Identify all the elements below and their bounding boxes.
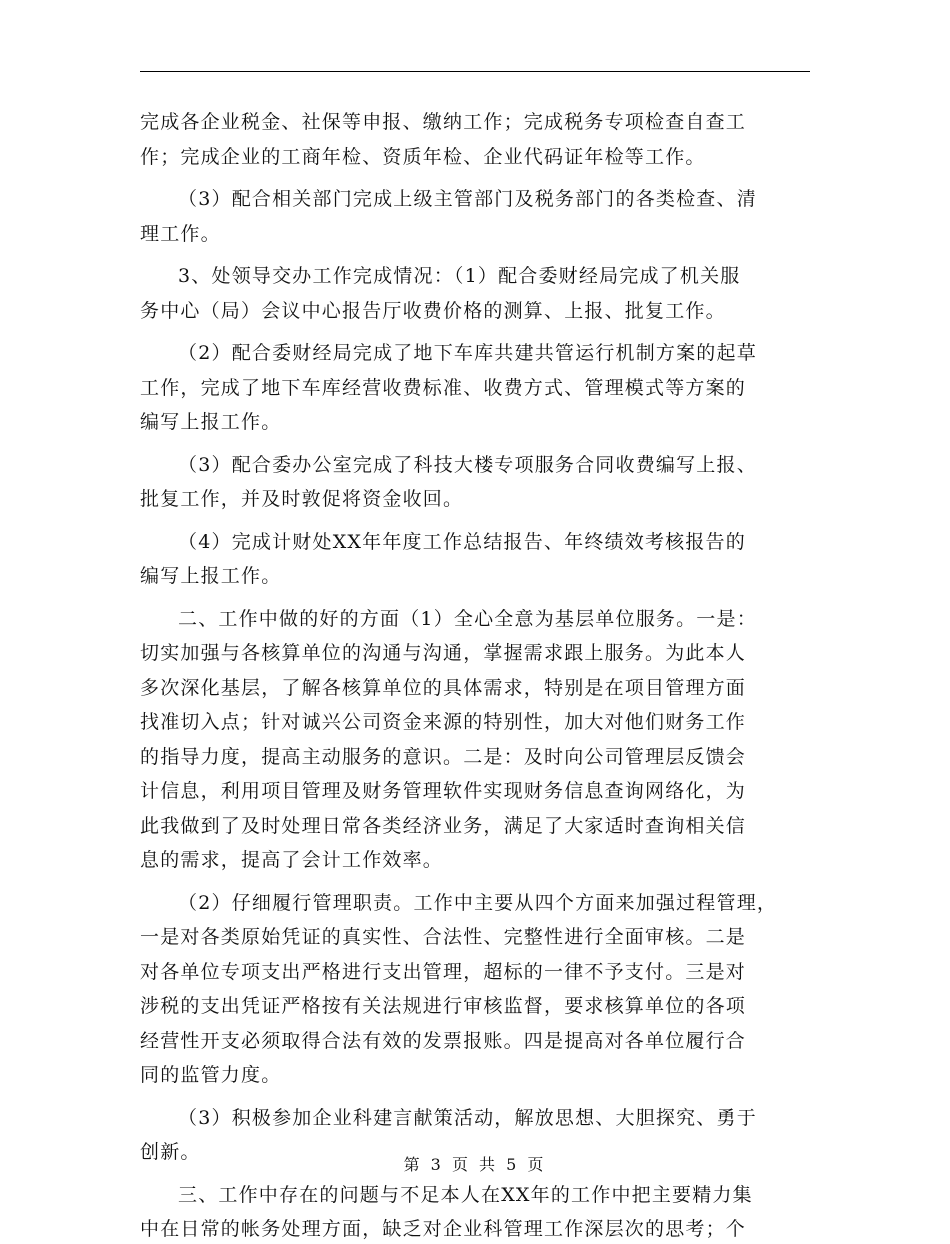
text-line: （2）仔细履行管理职责。工作中主要从四个方面来加强过程管理， bbox=[178, 891, 778, 914]
text-line: 息的需求，提高了会计工作效率。 bbox=[140, 849, 444, 871]
text-line: （2）配合委财经局完成了地下车库共建共管运行机制方案的起草 bbox=[178, 342, 757, 364]
text-line: 对各单位专项支出严格进行支出管理，超标的一律不予支付。三是对 bbox=[140, 960, 747, 983]
text-line: （3）配合相关部门完成上级主管部门及税务部门的各类检查、清 bbox=[178, 188, 757, 210]
text-line: 切实加强与各核算单位的沟通与沟通，掌握需求跟上服务。为此本人 bbox=[140, 642, 747, 664]
text-line: 一是对各类原始凭证的真实性、合法性、完整性进行全面审核。二是 bbox=[140, 926, 747, 948]
page-number: 第 3 页 共 5 页 bbox=[403, 1155, 547, 1174]
text-line: 编写上报工作。 bbox=[140, 565, 282, 587]
text-line: 作；完成企业的工商年检、资质年检、企业代码证年检等工作。 bbox=[140, 145, 706, 168]
text-line: 此我做到了及时处理日常各类经济业务，满足了大家适时查询相关信 bbox=[140, 814, 747, 837]
text-line: 理工作。 bbox=[140, 222, 221, 245]
text-line: 多次深化基层，了解各核算单位的具体需求，特别是在项目管理方面 bbox=[140, 676, 747, 699]
text-line: 编写上报工作。 bbox=[140, 411, 282, 433]
text-line: （3）积极参加企业科建言献策活动，解放思想、大胆探究、勇于 bbox=[178, 1106, 757, 1129]
text-line: 经营性开支必须取得合法有效的发票报账。四是提高对各单位履行合 bbox=[140, 1029, 747, 1052]
text-line: 中在日常的帐务处理方面，缺乏对企业科管理工作深层次的思考；个 bbox=[140, 1218, 747, 1240]
text-line: 同的监管力度。 bbox=[140, 1064, 282, 1086]
text-line: 务中心（局）会议中心报告厅收费价格的测算、上报、批复工作。 bbox=[140, 299, 726, 322]
text-line: 批复工作，并及时敦促将资金收回。 bbox=[140, 488, 464, 510]
text-line: 二、工作中做的好的方面（1）全心全意为基层单位服务。一是： bbox=[178, 607, 757, 630]
text-line: 三、工作中存在的问题与不足本人在XX年的工作中把主要精力集 bbox=[178, 1183, 753, 1206]
text-line: 的指导力度，提高主动服务的意识。二是：及时向公司管理层反馈会 bbox=[140, 745, 747, 768]
header-rule bbox=[140, 71, 810, 72]
text-line: （4）完成计财处XX年年度工作总结报告、年终绩效考核报告的 bbox=[178, 530, 746, 553]
text-line: 创新。 bbox=[140, 1141, 201, 1163]
text-line: 计信息，利用项目管理及财务管理软件实现财务信息查询网络化，为 bbox=[140, 780, 747, 802]
text-line: 找准切入点；针对诚兴公司资金来源的特别性，加大对他们财务工作 bbox=[140, 711, 747, 733]
text-line: 完成各企业税金、社保等申报、缴纳工作；完成税务专项检查自查工 bbox=[140, 111, 747, 133]
text-line: 涉税的支出凭证严格按有关法规进行审核监督，要求核算单位的各项 bbox=[140, 995, 747, 1017]
text-line: 工作，完成了地下车库经营收费标准、收费方式、管理模式等方案的 bbox=[140, 376, 747, 399]
text-line: （3）配合委办公室完成了科技大楼专项服务合同收费编写上报、 bbox=[178, 453, 757, 476]
text-line: 3、处领导交办工作完成情况：（1）配合委财经局完成了机关服 bbox=[178, 265, 741, 287]
